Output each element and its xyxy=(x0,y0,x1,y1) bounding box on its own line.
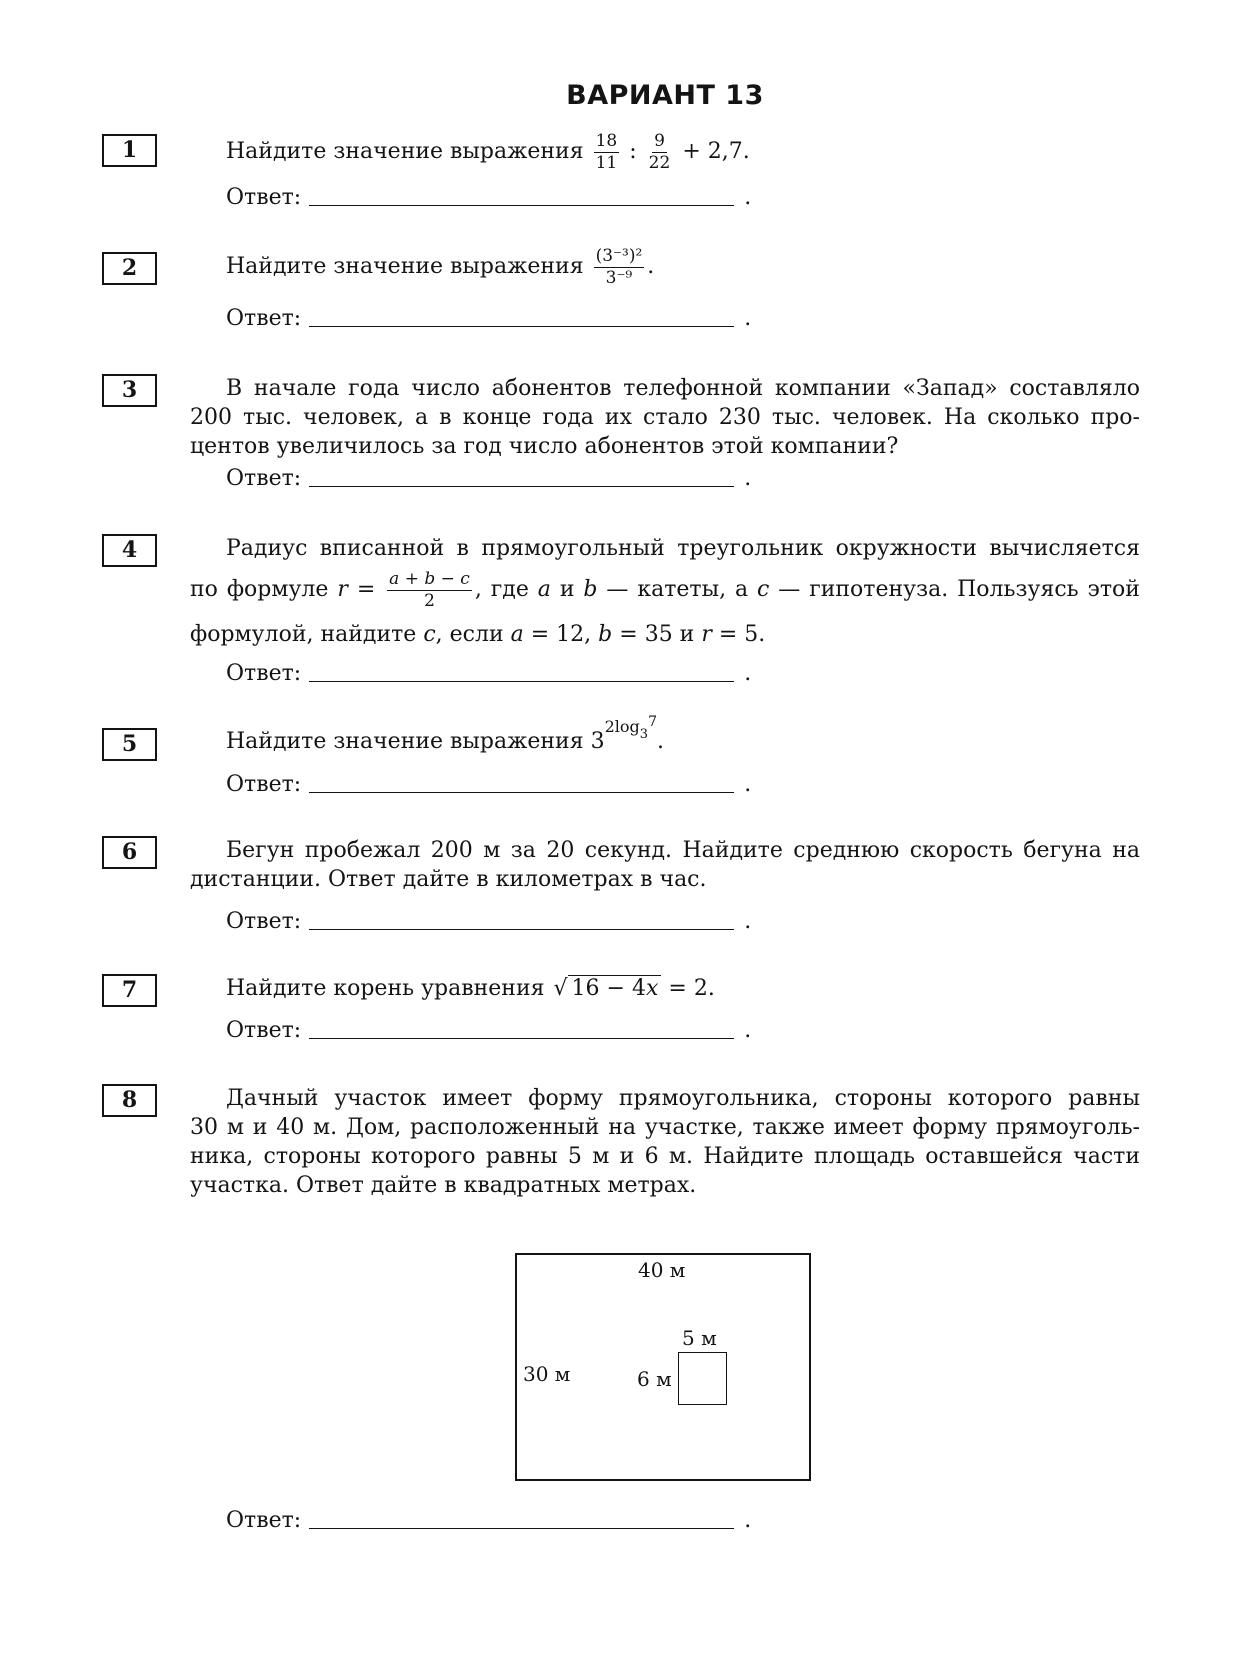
question-number-4: 4 xyxy=(102,534,157,567)
answer-label: Ответ: xyxy=(226,185,302,210)
q4-l3-var-a: a xyxy=(510,622,524,647)
q7-var-x: x xyxy=(645,976,659,1001)
question-8-line-4: участка. Ответ дайте в квадратных метрах. xyxy=(190,1173,697,1198)
q4-l3-d: = 35 и xyxy=(619,622,695,647)
q1-fraction-2 xyxy=(647,132,673,172)
plot-height-label: 30 м xyxy=(523,1362,571,1386)
q2-prefix: Найдите значение выражения xyxy=(226,254,584,280)
question-5-text xyxy=(226,714,1176,754)
q5-exp-sub: 3 xyxy=(639,727,649,742)
question-4-line-3 xyxy=(190,622,1140,647)
q1-f2-den: 22 xyxy=(648,152,671,173)
answer-end: . xyxy=(744,772,752,797)
answer-8-field[interactable] xyxy=(309,1527,734,1529)
q7-sqrt: √ 16 − 4x xyxy=(552,976,662,1001)
question-number-8: 8 xyxy=(102,1084,157,1117)
question-number-2: 2 xyxy=(102,252,157,285)
answer-5-field[interactable] xyxy=(309,791,734,793)
q1-f1-num: 18 xyxy=(595,131,618,151)
q1-prefix: Найдите значение выражения xyxy=(226,139,584,165)
answer-5 xyxy=(226,772,751,797)
page-title: ВАРИАНТ 13 xyxy=(566,80,764,111)
answer-label: Ответ: xyxy=(226,1508,302,1533)
question-6-line-1: Бегун пробежал 200 м за 20 секунд. Найдите среднюю скорость бегуна на xyxy=(226,838,1140,863)
q1-f1-den: 11 xyxy=(595,152,618,173)
answer-end: . xyxy=(744,1508,752,1533)
answer-8 xyxy=(226,1508,751,1533)
q1-f2-num: 9 xyxy=(654,131,665,151)
question-4-line-1: Радиус вписанной в прямоугольный треугольник окружности вычисляется xyxy=(226,536,1140,561)
q4-l2-a: по формуле xyxy=(190,577,329,603)
q4-l3-e: = 5. xyxy=(718,622,766,647)
question-3-line-1: В начале года число абонентов телефонной компании «Запад» составляло xyxy=(226,376,1140,401)
answer-6 xyxy=(226,909,751,934)
question-8-line-2: 30 м и 40 м. Дом, расположенный на участке, также имеет форму прямоуголь- xyxy=(190,1115,1140,1140)
q1-fraction-1 xyxy=(594,132,620,172)
q4-l3-b: , если xyxy=(435,622,504,647)
question-6-line-2: дистанции. Ответ дайте в километрах в час. xyxy=(190,867,707,892)
plot-width-label: 40 м xyxy=(638,1258,686,1282)
q4-frac-den: 2 xyxy=(424,590,435,611)
question-3-line-3: центов увеличилось за год число абонентов этой компании? xyxy=(190,434,899,459)
q4-l3-var-b: b xyxy=(598,622,613,647)
q2-den: 3⁻⁹ xyxy=(605,267,633,288)
q5-exp-main: 2log xyxy=(604,717,640,736)
answer-7 xyxy=(226,1018,751,1043)
answer-4 xyxy=(226,661,751,686)
question-3-line-2: 200 тыс. человек, а в конце года их стало 230 тыс. человек. На сколько про- xyxy=(190,405,1140,430)
answer-end: . xyxy=(744,661,752,686)
q5-base: 3 xyxy=(590,729,605,754)
question-number-7: 7 xyxy=(102,974,157,1007)
question-number-3: 3 xyxy=(102,374,157,407)
q4-l2-b: , где xyxy=(474,577,529,603)
q7-suffix: = 2. xyxy=(668,976,715,1001)
question-1-text xyxy=(226,132,1176,172)
q5-exp-arg: 7 xyxy=(648,714,657,730)
q2-num: (3⁻³)² xyxy=(595,246,643,266)
answer-end: . xyxy=(744,185,752,210)
answer-3 xyxy=(226,466,751,491)
answer-label: Ответ: xyxy=(226,306,302,331)
q4-var-c: c xyxy=(757,577,770,603)
plot-diagram xyxy=(515,1253,811,1481)
question-8-line-3: ника, стороны которого равны 5 м и 6 м. Найдите площадь оставшейся части xyxy=(190,1144,1140,1169)
question-number-1: 1 xyxy=(102,134,157,167)
q4-l2-d: — гипотенуза. Пользуясь этой xyxy=(778,577,1140,603)
question-number-6: 6 xyxy=(102,836,157,869)
q1-operator: : xyxy=(629,139,637,165)
answer-label: Ответ: xyxy=(226,466,302,491)
answer-7-field[interactable] xyxy=(309,1037,734,1039)
house-width-label: 5 м xyxy=(682,1326,717,1350)
q4-l3-a: формулой, найдите xyxy=(190,622,417,647)
answer-2-field[interactable] xyxy=(309,325,734,327)
q7-radicand-a: 16 − 4 xyxy=(571,976,646,1001)
q2-fraction xyxy=(594,247,645,287)
answer-label: Ответ: xyxy=(226,909,302,934)
answer-2 xyxy=(226,306,751,331)
q1-suffix: + 2,7. xyxy=(682,139,750,165)
q4-l2-c: — катеты, а xyxy=(606,577,749,603)
q4-l3-var-c: c xyxy=(423,622,436,647)
q5-suffix: . xyxy=(656,729,664,754)
q7-radicand xyxy=(568,975,662,1001)
q4-l3-var-r: r xyxy=(701,622,712,647)
house-height-label: 6 м xyxy=(637,1367,672,1391)
q4-eq: = xyxy=(356,577,376,603)
q4-var-a: a xyxy=(537,577,551,603)
answer-end: . xyxy=(744,466,752,491)
answer-end: . xyxy=(744,306,752,331)
question-2-text xyxy=(226,247,1176,287)
q2-suffix: . xyxy=(647,254,655,280)
question-7-text xyxy=(226,976,1176,1001)
q5-prefix: Найдите значение выражения xyxy=(226,729,584,754)
answer-3-field[interactable] xyxy=(309,485,734,487)
q7-prefix: Найдите корень уравнения xyxy=(226,976,545,1001)
answer-1-field[interactable] xyxy=(309,204,734,206)
q4-l3-c: = 12, xyxy=(530,622,592,647)
answer-4-field[interactable] xyxy=(309,680,734,682)
answer-label: Ответ: xyxy=(226,772,302,797)
answer-6-field[interactable] xyxy=(309,928,734,930)
answer-end: . xyxy=(744,1018,752,1043)
q4-formula-fraction xyxy=(387,570,472,610)
question-4-line-2 xyxy=(190,570,1140,610)
q5-exponent xyxy=(604,714,657,742)
answer-label: Ответ: xyxy=(226,661,302,686)
q4-var-r: r xyxy=(337,577,348,603)
q4-and: и xyxy=(559,577,575,603)
answer-label: Ответ: xyxy=(226,1018,302,1043)
house-rectangle xyxy=(678,1352,727,1405)
q4-var-b: b xyxy=(583,577,598,603)
question-8-line-1: Дачный участок имеет форму прямоугольника, стороны которого равны xyxy=(226,1086,1140,1111)
question-number-5: 5 xyxy=(102,728,157,761)
answer-end: . xyxy=(744,909,752,934)
q4-frac-num: a + b − c xyxy=(389,569,470,589)
answer-1 xyxy=(226,185,751,210)
